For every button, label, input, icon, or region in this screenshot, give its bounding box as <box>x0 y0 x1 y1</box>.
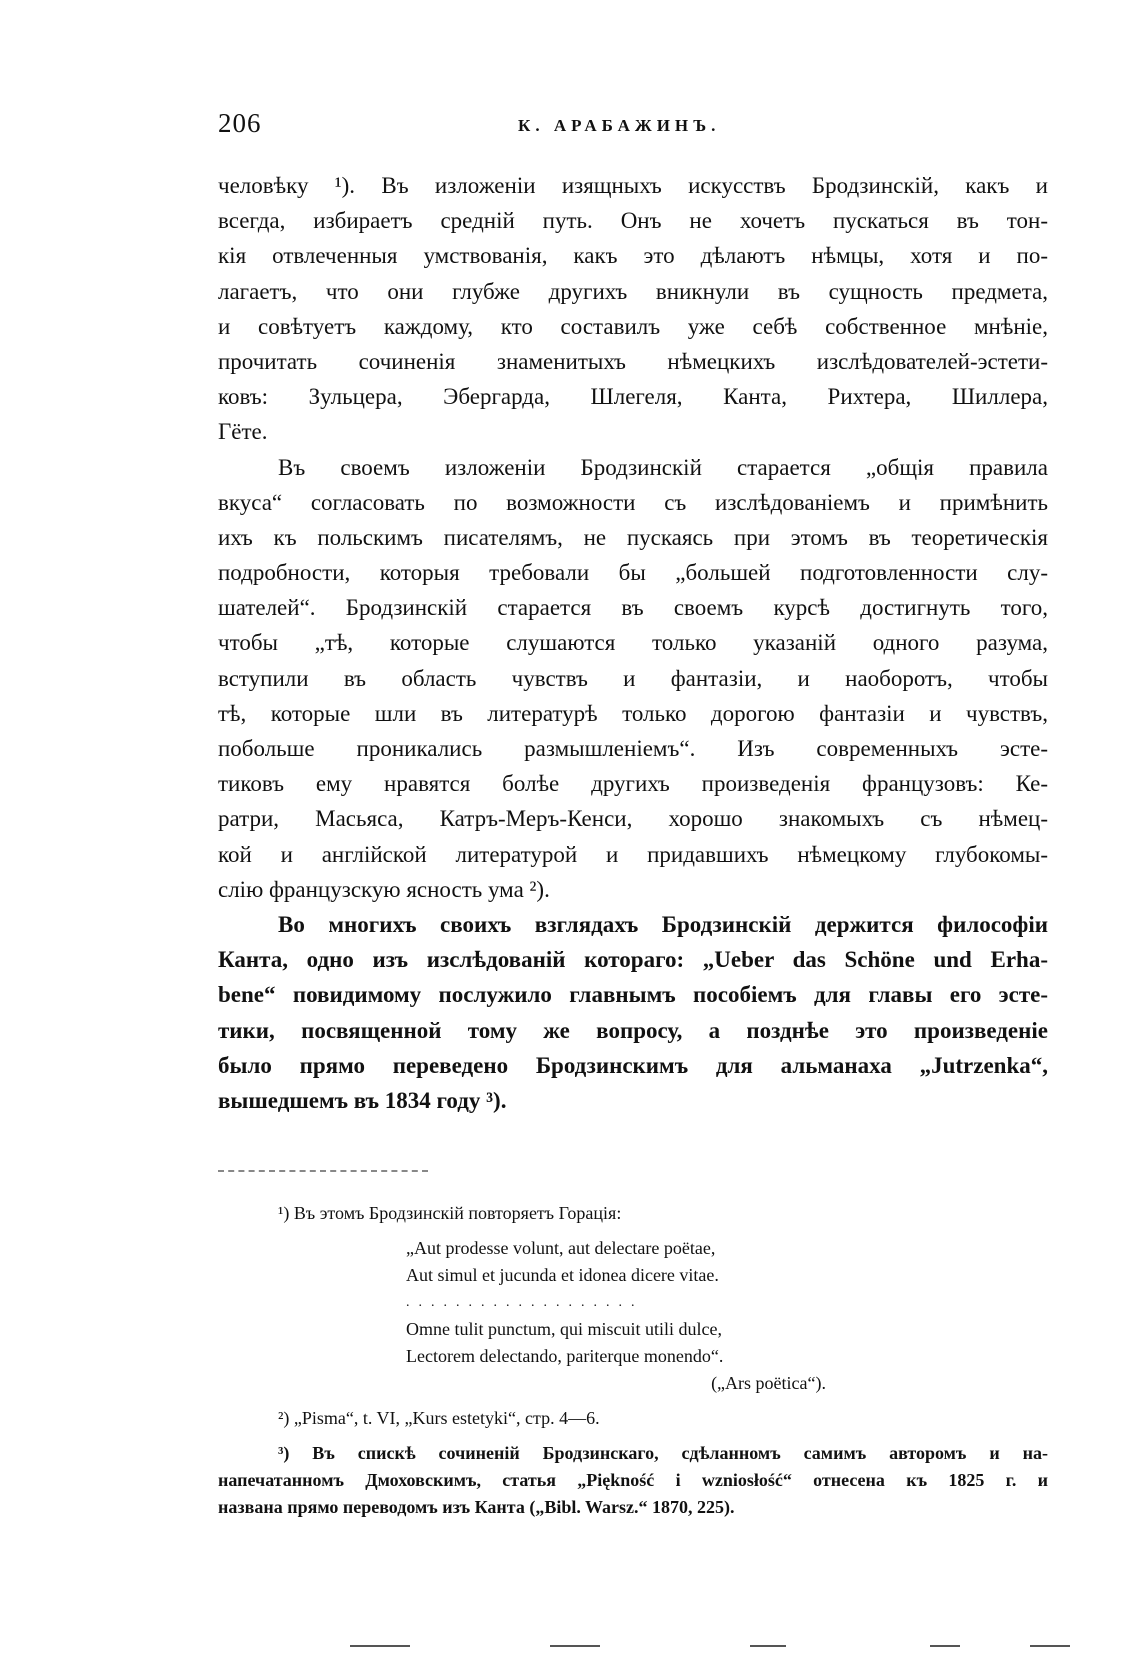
footnote-2: ²) „Pisma“, t. VI, „Kurs estetyki“, стр. 4—6. <box>278 1408 600 1428</box>
spacer <box>218 1432 1048 1440</box>
body-line: ковъ: Зульцера, Эбергарда, Шлегеля, Канта, Рихтера, Шиллера, <box>218 384 1048 410</box>
page-number: 206 <box>218 108 262 138</box>
body-line: Канта, одно изъ изслѣдованій котораго: „Ueber das Schöne und Erha- <box>218 947 1048 973</box>
verse-line: „Aut prodesse volunt, aut delectare poëtae, <box>406 1238 716 1258</box>
body-line: кой и англійской литературой и придавшихъ нѣмецкому глубокомы- <box>218 841 1048 867</box>
scan-edge-marks <box>350 1645 1090 1649</box>
body-line: и совѣтуетъ каждому, кто составилъ уже себѣ собственное мнѣніе, <box>218 313 1048 339</box>
footnote-divider <box>218 1170 428 1172</box>
body-line: прочитать сочиненія знаменитыхъ нѣмецкихъ изслѣдователей-эстети- <box>218 348 1048 374</box>
body-line: подробности, которыя требовали бы „большей подготовленности слу- <box>218 560 1048 586</box>
body-line: bene“ повидимому послужило главнымъ пособіемъ для главы его эсте- <box>218 982 1048 1008</box>
scan-mark <box>750 1645 786 1647</box>
spacer <box>218 1227 1048 1235</box>
body-line: чтобы „тѣ, которые слушаются только указаній одного разума, <box>218 630 1048 656</box>
scan-mark <box>930 1645 960 1647</box>
body-line: тѣ, которые шли въ литературѣ только дорогою фантазіи и чувствъ, <box>218 700 1048 726</box>
scan-mark <box>1030 1645 1070 1647</box>
body-line: слію французскую ясность ума ²). <box>218 876 550 902</box>
body-line: ратри, Масьяса, Катръ-Меръ-Кенси, хорошо знакомыхъ съ нѣмец- <box>218 806 1048 832</box>
body-line: всегда, избираетъ средній путь. Онъ не хочетъ пускаться въ тон- <box>218 208 1048 234</box>
running-head-author: К. АРАБАЖИНЪ. <box>518 116 721 135</box>
spacer <box>218 1397 1048 1405</box>
body-line: шателей“. Бродзинскій старается въ своемъ курсѣ достигнуть того, <box>218 595 1048 621</box>
footnote-3-line: названа прямо переводомъ изъ Канта („Bibl. Warsz.“ 1870, 225). <box>218 1497 735 1517</box>
body-line: человѣку ¹). Въ изложеніи изящныхъ искусствъ Бродзинскій, какъ и <box>218 173 1048 198</box>
footnote-3-line: напечатанномъ Дмоховскимъ, статья „Piękność i wzniosłość“ отнесена къ 1825 г. и <box>218 1470 1048 1490</box>
body-line: тиковъ ему нравятся болѣе другихъ произведенія французовъ: Ке- <box>218 771 1048 797</box>
body-line: было прямо переведено Бродзинскимъ для альманаха „Jutrzenka“, <box>218 1052 1048 1078</box>
body-line: кія отвлеченныя умствованія, какъ это дѣлаютъ нѣмцы, хотя и по- <box>218 243 1048 269</box>
body-text <box>218 168 1048 1118</box>
body-line: лагаетъ, что они глубже другихъ вникнули въ сущность предмета, <box>218 278 1048 304</box>
body-line: ихъ къ польскимъ писателямъ, не пускаясь при этомъ въ теоретическія <box>218 524 1048 550</box>
scan-mark <box>550 1645 600 1647</box>
body-line: вступили въ область чувствъ и фантазіи, и наоборотъ, чтобы <box>218 665 1048 691</box>
verse-line: Lectorem delectando, pariterque monendo“. <box>406 1346 724 1366</box>
footnotes <box>218 1200 1048 1521</box>
body-line: тики, посвященной тому же вопросу, а позднѣе это произведеніе <box>218 1017 1048 1043</box>
verse-source: („Ars poëtica“). <box>711 1373 826 1393</box>
footnote-3-line: ³) Въ спискѣ сочиненій Бродзинскаго, сдѣланномъ самимъ авторомъ и на- <box>278 1443 1048 1463</box>
scan-mark <box>350 1645 410 1647</box>
body-line: побольше проникались размышленіемъ“. Изъ современныхъ эсте- <box>218 736 1048 761</box>
body-line: вышедшемъ въ 1834 году ³). <box>218 1087 507 1113</box>
body-line: вкуса“ согласовать по возможности съ изслѣдованіемъ и примѣнить <box>218 489 1048 515</box>
running-head <box>218 108 1046 142</box>
verse-line: Aut simul et jucunda et idonea dicere vitae. <box>406 1265 719 1285</box>
footnote-1-intro: ¹) Въ этомъ Бродзинскій повторяетъ Горація: <box>278 1203 622 1223</box>
body-line: Во многихъ своихъ взглядахъ Бродзинскій держится философіи <box>278 911 1048 937</box>
verse-ellipsis: ................... <box>406 1295 644 1310</box>
footnote-1-verse <box>406 1235 826 1397</box>
body-line: Гёте. <box>218 419 268 445</box>
verse-line: Omne tulit punctum, qui miscuit utili dulce, <box>406 1319 722 1339</box>
body-line: Въ своемъ изложеніи Бродзинскій старается „общія правила <box>278 454 1048 480</box>
